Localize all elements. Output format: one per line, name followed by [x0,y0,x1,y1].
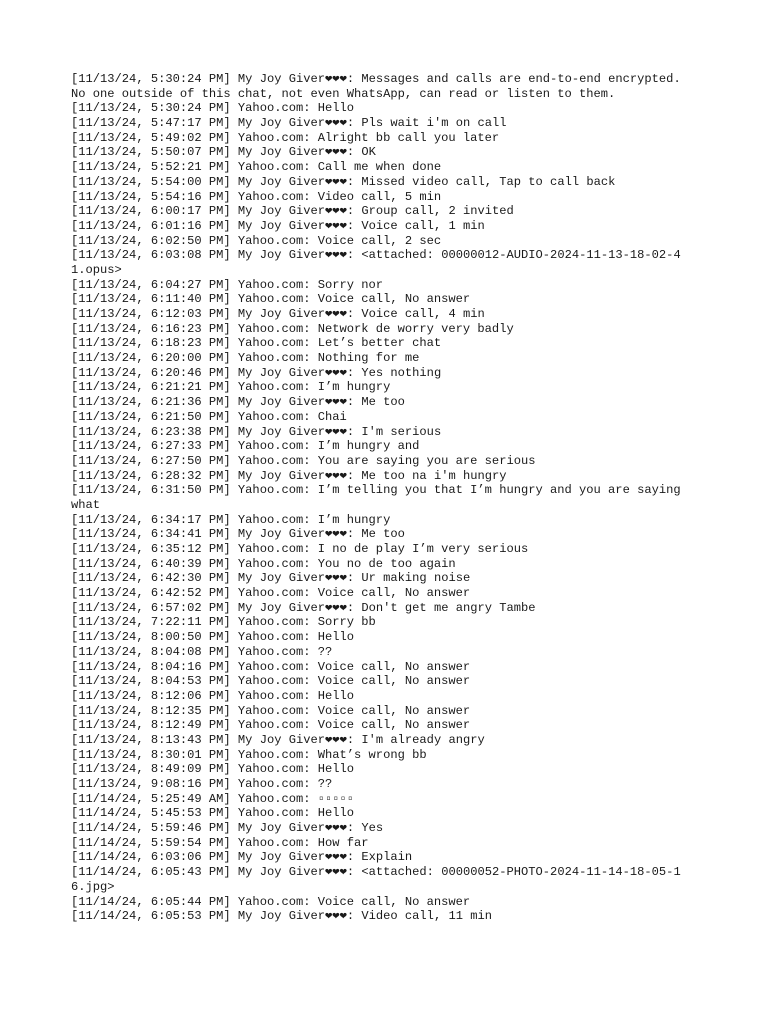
chat-message-line: [11/13/24, 6:57:02 PM] My Joy Giver❤❤❤: Don't get me angry Tambe [71,600,536,615]
chat-message-line: [11/13/24, 6:28:32 PM] My Joy Giver❤❤❤: Me too na i'm hungry [71,468,507,483]
chat-message-line: [11/13/24, 5:30:24 PM] My Joy Giver❤❤❤: Messages and calls are end-to-end encrypted. No one outside of this chat, not even WhatsApp, can read or listen to them. [71,72,688,101]
chat-message-line: [11/14/24, 5:59:46 PM] My Joy Giver❤❤❤: Yes [71,821,384,836]
chat-message-line: [11/14/24, 5:45:53 PM] Yahoo.com: Hello [71,806,355,821]
chat-message-line: [11/13/24, 6:11:40 PM] Yahoo.com: Voice call, No answer [71,292,471,307]
chat-message-line: [11/13/24, 8:04:16 PM] Yahoo.com: Voice call, No answer [71,659,471,674]
chat-message-line: [11/13/24, 8:30:01 PM] Yahoo.com: What’s wrong bb [71,747,427,762]
chat-message-line: [11/14/24, 5:59:54 PM] Yahoo.com: How far [71,835,369,850]
chat-message-line: [11/13/24, 5:54:00 PM] My Joy Giver❤❤❤: Missed video call, Tap to call back [71,174,616,189]
chat-message-line: [11/13/24, 6:00:17 PM] My Joy Giver❤❤❤: Group call, 2 invited [71,204,514,219]
chat-message-line: [11/13/24, 6:20:00 PM] Yahoo.com: Nothing for me [71,351,420,366]
chat-message-line: [11/13/24, 8:04:08 PM] Yahoo.com: ?? [71,644,333,659]
chat-message-line: [11/13/24, 8:12:06 PM] Yahoo.com: Hello [71,688,355,703]
chat-message-line: [11/13/24, 6:04:27 PM] Yahoo.com: Sorry nor [71,277,384,292]
chat-message-line: [11/14/24, 6:05:43 PM] My Joy Giver❤❤❤: <attached: 00000052-PHOTO-2024-11-14-18-05-16.jpg> [71,865,681,894]
chat-message-line: [11/13/24, 6:03:08 PM] My Joy Giver❤❤❤: <attached: 00000012-AUDIO-2024-11-13-18-02-41.opus> [71,248,681,277]
chat-message-line: [11/13/24, 6:01:16 PM] My Joy Giver❤❤❤: Voice call, 1 min [71,218,485,233]
chat-message-line: [11/13/24, 5:49:02 PM] Yahoo.com: Alright bb call you later [71,130,500,145]
chat-message-line: [11/13/24, 6:27:33 PM] Yahoo.com: I’m hungry and [71,439,420,454]
chat-message-line: [11/13/24, 8:49:09 PM] Yahoo.com: Hello [71,762,355,777]
chat-message-line: [11/13/24, 6:23:38 PM] My Joy Giver❤❤❤: I'm serious [71,424,442,439]
chat-message-line: [11/13/24, 6:21:36 PM] My Joy Giver❤❤❤: Me too [71,395,405,410]
chat-message-line: [11/13/24, 6:02:50 PM] Yahoo.com: Voice call, 2 sec [71,233,442,248]
chat-message-line: [11/13/24, 6:35:12 PM] Yahoo.com: I no de play I’m very serious [71,542,529,556]
chat-message-line: [11/13/24, 8:04:53 PM] Yahoo.com: Voice call, No answer [71,674,471,689]
chat-message-line: [11/14/24, 6:05:53 PM] My Joy Giver❤❤❤: Video call, 11 min [71,909,493,924]
chat-message-line: [11/13/24, 6:27:50 PM] Yahoo.com: You are saying you are serious [71,453,536,468]
chat-message-line: [11/13/24, 5:47:17 PM] My Joy Giver❤❤❤: Pls wait i'm on call [71,116,507,131]
chat-message-line: [11/13/24, 6:21:21 PM] Yahoo.com: I’m hungry [71,380,391,395]
chat-message-line: [11/13/24, 8:00:50 PM] Yahoo.com: Hello [71,630,355,645]
chat-message-line: [11/13/24, 5:52:21 PM] Yahoo.com: Call me when done [71,160,442,175]
chat-message-line: [11/13/24, 5:50:07 PM] My Joy Giver❤❤❤: OK [71,145,376,160]
chat-message-line: [11/13/24, 6:40:39 PM] Yahoo.com: You no de too again [71,556,456,571]
chat-message-line: [11/13/24, 6:34:17 PM] Yahoo.com: I’m hungry [71,512,391,527]
chat-message-line: [11/13/24, 6:34:41 PM] My Joy Giver❤❤❤: Me too [71,527,405,542]
chat-message-line: [11/13/24, 5:54:16 PM] Yahoo.com: Video call, 5 min [71,189,442,204]
chat-message-line: [11/13/24, 6:12:03 PM] My Joy Giver❤❤❤: Voice call, 4 min [71,307,485,321]
chat-message-line: [11/13/24, 6:42:52 PM] Yahoo.com: Voice call, No answer [71,586,471,601]
chat-message-line: [11/13/24, 6:21:50 PM] Yahoo.com: Chai [71,409,347,424]
chat-message-line: [11/13/24, 6:18:23 PM] Yahoo.com: Let’s better chat [71,336,442,351]
chat-transcript [71,72,691,924]
chat-message-line: [11/13/24, 6:42:30 PM] My Joy Giver❤❤❤: Ur making noise [71,571,471,586]
chat-message-line: [11/13/24, 8:12:49 PM] Yahoo.com: Voice call, No answer [71,718,471,733]
chat-message-line: [11/13/24, 6:20:46 PM] My Joy Giver❤❤❤: Yes nothing [71,365,442,380]
chat-message-line: [11/13/24, 9:08:16 PM] Yahoo.com: ?? [71,777,333,791]
chat-message-line: [11/13/24, 7:22:11 PM] Yahoo.com: Sorry bb [71,615,376,630]
chat-message-line: [11/13/24, 5:30:24 PM] Yahoo.com: Hello [71,101,355,116]
chat-message-line: [11/14/24, 6:03:06 PM] My Joy Giver❤❤❤: Explain [71,850,413,865]
chat-message-line: [11/13/24, 8:13:43 PM] My Joy Giver❤❤❤: I'm already angry [71,732,485,747]
chat-message-line: [11/14/24, 5:25:49 AM] Yahoo.com: ▫▫▫▫▫ [71,791,355,806]
chat-message-line: [11/13/24, 8:12:35 PM] Yahoo.com: Voice call, No answer [71,703,471,718]
chat-message-line: [11/14/24, 6:05:44 PM] Yahoo.com: Voice call, No answer [71,894,471,909]
chat-message-line: [11/13/24, 6:16:23 PM] Yahoo.com: Network de worry very badly [71,321,514,336]
chat-message-line: [11/13/24, 6:31:50 PM] Yahoo.com: I’m telling you that I’m hungry and you are saying what [71,483,688,512]
